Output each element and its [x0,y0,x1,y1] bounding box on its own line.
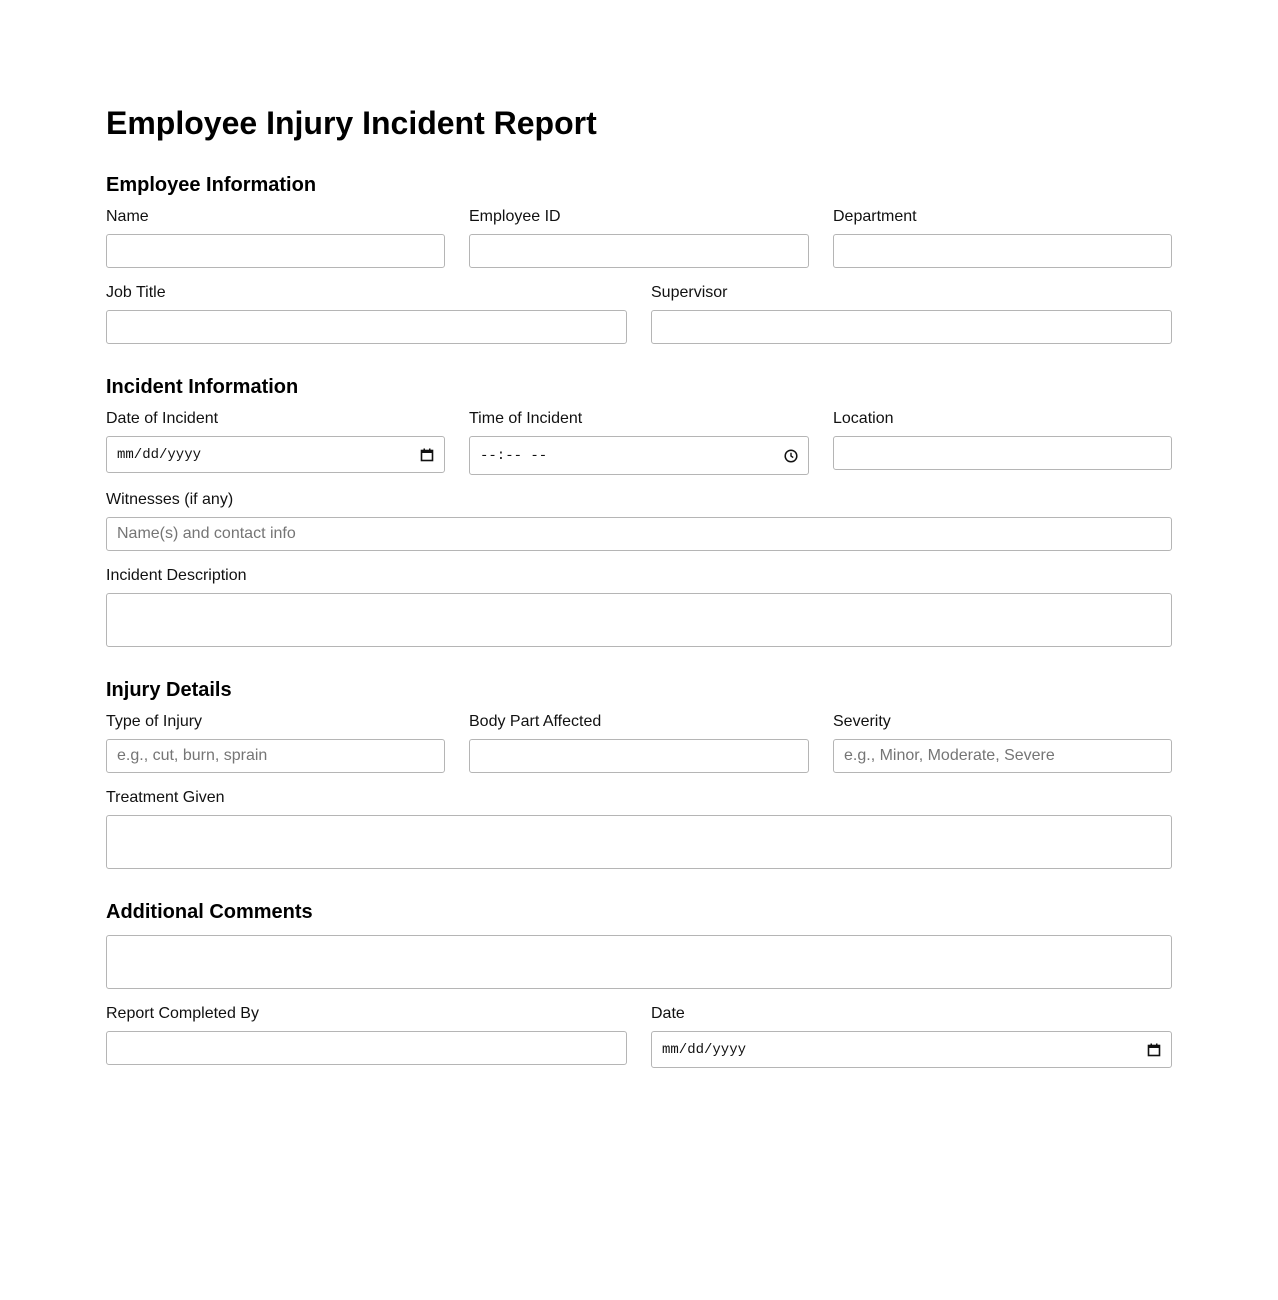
employee-id-label: Employee ID [469,208,561,225]
completed-by-label: Report Completed By [106,1005,259,1022]
severity-input[interactable] [833,739,1172,773]
name-label: Name [106,208,149,225]
section-title-injury: Injury Details [106,679,232,701]
injury-type-label: Type of Injury [106,713,203,730]
body-part-label: Body Part Affected [469,713,602,730]
incident-time-label: Time of Incident [469,410,583,427]
body-part-input[interactable] [469,739,809,773]
incident-description-label: Incident Description [106,567,247,584]
incident-time-display: --:-- -- [480,447,548,464]
section-title-additional: Additional Comments [106,901,313,923]
severity-label: Severity [833,713,891,730]
treatment-label: Treatment Given [106,789,225,806]
incident-date-input[interactable] [106,436,445,473]
witnesses-placeholder: Name(s) and contact info [117,525,296,542]
job-title-input[interactable] [106,310,627,344]
additional-comments-textarea[interactable] [106,935,1172,989]
report-date-display: mm/dd/yyyy [662,1041,747,1058]
section-title-employee: Employee Information [106,174,317,196]
incident-date-display: mm/dd/yyyy [117,446,202,463]
incident-description-textarea[interactable] [106,593,1172,647]
witnesses-label: Witnesses (if any) [106,491,234,508]
department-input[interactable] [833,234,1172,268]
witnesses-input[interactable] [106,517,1172,551]
job-title-label: Job Title [106,284,166,301]
severity-placeholder: e.g., Minor, Moderate, Severe [844,747,1055,764]
calendar-icon[interactable] [420,448,434,462]
incident-time-input[interactable] [469,436,809,475]
injury-type-placeholder: e.g., cut, burn, sprain [117,747,268,764]
supervisor-input[interactable] [651,310,1172,344]
calendar-icon[interactable] [1147,1043,1161,1057]
report-date-input[interactable] [651,1031,1172,1068]
supervisor-label: Supervisor [651,284,728,301]
name-input[interactable] [106,234,445,268]
clock-icon[interactable] [784,449,798,463]
injury-type-input[interactable] [106,739,445,773]
department-label: Department [833,208,917,225]
treatment-textarea[interactable] [106,815,1172,869]
page-title: Employee Injury Incident Report [106,105,597,141]
completed-by-input[interactable] [106,1031,627,1065]
incident-date-label: Date of Incident [106,410,219,427]
employee-id-input[interactable] [469,234,809,268]
report-date-label: Date [651,1005,685,1022]
location-label: Location [833,410,894,427]
section-title-incident: Incident Information [106,376,299,398]
location-input[interactable] [833,436,1172,470]
